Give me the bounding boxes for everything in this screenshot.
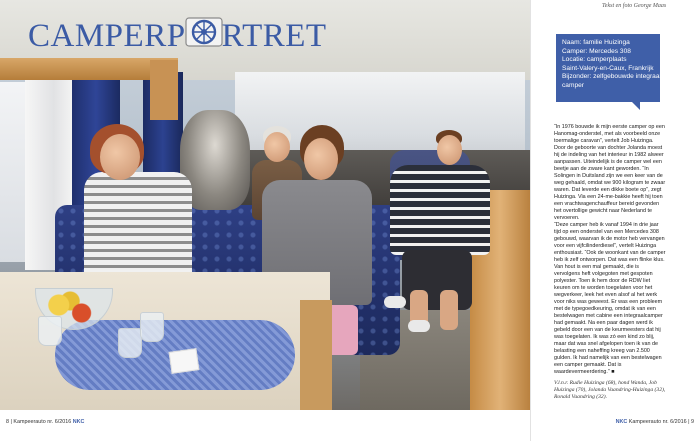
brand-left: NKC <box>72 419 85 425</box>
photo-young-man-body <box>390 165 490 255</box>
magazine-issue-right: Kampeerauto nr. 6/2016 <box>628 419 687 425</box>
title-part-1: CAMPERP <box>28 18 186 54</box>
photo-wood-panel <box>150 60 178 120</box>
info-box <box>556 34 664 102</box>
info-name: Naam: familie Huizinga <box>562 39 630 46</box>
footer-left: 8 | Kampeerauto nr. 6/2016 NKC <box>6 419 85 425</box>
page-number-right: 9 <box>691 419 694 425</box>
photo-shoe-right <box>384 296 406 308</box>
photo-older-woman-head <box>100 134 140 180</box>
page-spine <box>530 0 531 441</box>
photo-glass <box>38 316 62 346</box>
photo-napkin <box>169 348 200 374</box>
photo-leg-right <box>440 290 458 330</box>
photo-shoe-left <box>408 320 430 332</box>
article-paragraph: “Deze camper heb ik vanaf 1994 in drie jaar tijd op een onderstel van een Mercedes 308 gebouwd, waarvan ik de motor heb vervangen voor een vijfcilinderdiesel”, vertelt Huizinga enthousiast. “Ook de woonkant van de camper heb ik zelf ontworpen. Dat was een flinke klus. Van hout is een mal gemaakt, die is vervolgens heft volgegoten met gespoten polyester. Toen ik hem door de RDW liet keuren om te worden toegelaten voor het wegverkeer, leek het even alsof al het werk voor niks was geweest. Er was een probleem met de typegoedkeuring, omdat ik van een bestelwagen met cabine een integraalcamper had gemaakt. Na een paar dagen werd ik gebeld door een van de keurmeesters dat hij was toegelaten. Ik was zó een kind zo blij, maar dat was snel afgelopen toen ik van de belasting een naheffing kreeg van 2.500 gulden. Ik had namelijk van een bestelwagen een camper gemaakt. Dat is waardevermeerdering.” ■ <box>554 222 666 375</box>
info-location: Locatie: camperplaats <box>562 56 627 64</box>
info-special-cont: camper <box>562 81 584 89</box>
brand-right: NKC <box>615 419 628 425</box>
photo-woman-head <box>304 138 338 180</box>
article-body <box>554 124 666 376</box>
info-location-place: Saint-Valery-en-Caux, Frankrijk <box>562 64 654 72</box>
photo-glass <box>118 328 142 358</box>
photo-caption: V.l.n.r. Rudie Huizinga (68), hond Wanda, Job Huizinga (70), Jolanda Vaandring-Huizinga (32), Ronald Vaandring (32). <box>554 380 666 401</box>
page-number-left: 8 <box>6 419 9 425</box>
wheel-icon <box>184 12 224 52</box>
title-part-2: RTRET <box>221 18 327 54</box>
photo-young-man-head <box>437 135 462 165</box>
article-paragraph: “In 1976 bouwde ik mijn eerste camper op een Hanomag-onderstel, met als voorbeeld onze toermalige caravan”, vertelt Job Huizinga. Door de geboorte van dochter Jolanda moest hij de indeling van het interieur in 1982 alweer aanpassen. Uiteindelijk is de camper wel een beetje aan de zware kant geworden. “In Solingen in Duitsland zijn we een keer van de weg gehaald, omdat we 900 kilogram te zwaar waren. Dat leverde een dikke boete op”, zegt Huizinga. Via een 24-me-bakkie heeft hij toen een vrachtwagenchauffeur bereid gevonden het overtollige gewicht naar Nederland te vervoeren. <box>554 124 666 221</box>
photo-glass <box>140 312 164 342</box>
photo-man-head <box>264 132 290 162</box>
photo-credit: Tekst en foto George Maas <box>602 3 667 9</box>
page-title <box>28 12 327 55</box>
magazine-issue-left: Kampeerauto nr. 6/2016 <box>13 419 72 425</box>
info-special: Bijzonder: zelfgebouwde integraal- <box>562 73 664 81</box>
photo-table-edge <box>300 300 332 410</box>
footer-right: NKC Kampeerauto nr. 6/2016 | 9 <box>615 419 694 425</box>
info-camper: Camper: Mercedes 308 <box>562 47 631 55</box>
